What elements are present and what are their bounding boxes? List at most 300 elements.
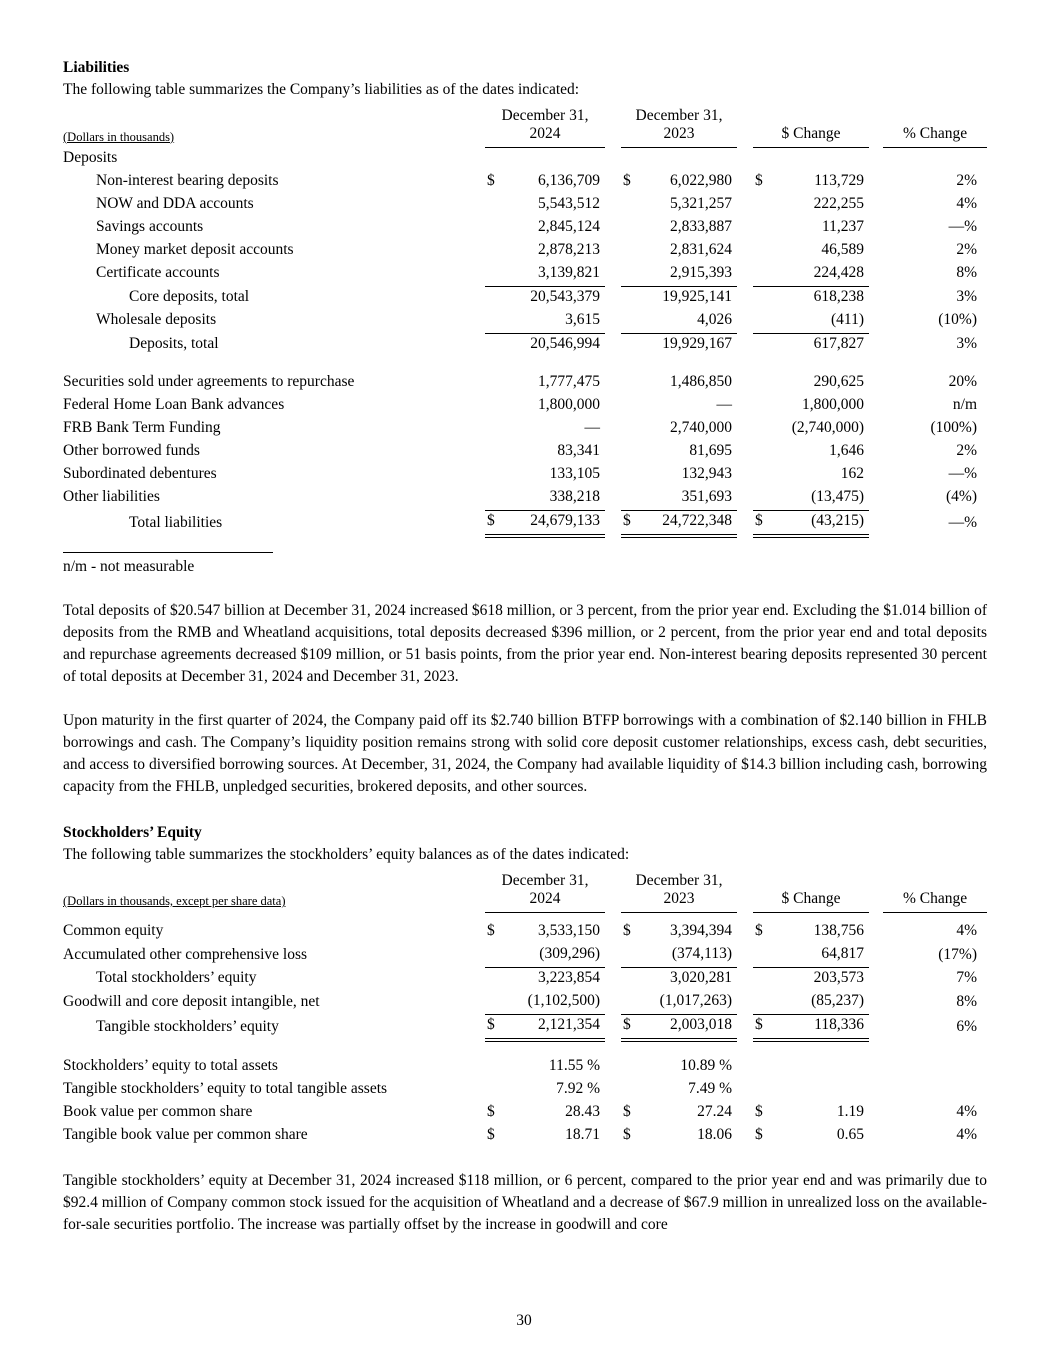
dollar-sign [621,395,641,418]
dollar-sign: $ [753,1015,773,1041]
dollar-sign [621,333,641,357]
pct-value [883,148,987,171]
pct-value: 3% [956,287,978,305]
equity-paragraph: Tangible stockholders’ equity at December 31, 2024 increased $118 million, or 6 percent, compared to the prior year end and was primarily due to $92.4 million of Company common stock issued for the acquisition of Wheatland and a decrease of $67.9 million in unrealized loss on the available-for-sale securities portfolio. The increase was partially offset by the increase in goodwill and core [63,1172,987,1233]
dollar-sign: $ [487,922,495,939]
column-gap [605,107,621,148]
row-label: Tangible book value per common share [63,1126,308,1143]
table-row [63,333,987,357]
column-gap [869,441,883,464]
column-gap [737,1079,753,1102]
spacer-row [63,357,987,372]
cell-value: — [584,418,600,436]
col-header-2023: December 31, 2023 [621,107,737,148]
dollar-sign [485,395,505,418]
cell-value: 11.55 % [548,1057,600,1074]
column-gap [605,148,621,171]
pct-value: 2% [956,441,978,459]
cell-value: 20,543,379 [530,287,600,305]
row-label: Money market deposit accounts [96,240,294,258]
cell-value: 19,929,167 [662,334,732,352]
column-gap [605,1102,621,1125]
column-gap [869,487,883,511]
dollar-sign [621,310,641,334]
equity-intro: The following table summarizes the stockholders’ equity balances as of the dates indicated: [63,845,630,863]
dollar-sign [753,487,773,511]
dollar-sign [753,991,773,1015]
column-gap [737,217,753,240]
page-number: 30 [516,1312,532,1329]
cell-value: (1,017,263) [641,991,737,1015]
cell-value: 2,003,018 [641,1015,737,1041]
dollar-sign [485,464,505,487]
row-label: FRB Bank Term Funding [63,418,221,436]
dollar-sign [621,1056,641,1079]
row-label: Savings accounts [96,217,204,235]
dollar-sign [621,148,641,171]
row-label: Core deposits, total [129,287,250,305]
cell-value: 46,589 [821,240,865,258]
column-gap [737,1015,753,1041]
column-gap [605,310,621,334]
cell-value: 7.49 % [688,1080,732,1097]
cell-value: 28.43 [565,1103,600,1120]
row-label: Total liabilities [129,513,223,531]
column-gap [605,1079,621,1102]
dollar-sign [485,487,505,511]
dollar-sign [485,240,505,263]
cell-value: (43,215) [773,510,869,536]
pct-value: 2% [956,240,978,258]
table-row [63,240,987,263]
dollar-sign: $ [755,171,763,189]
dollar-sign [621,286,641,310]
table-row [63,487,987,511]
row-label: Deposits [63,148,118,166]
table-row [63,1079,987,1102]
dollar-sign [753,217,773,240]
spacer-cell [63,912,987,921]
column-gap [737,310,753,334]
table-row [63,991,987,1015]
cell-value: 1,800,000 [538,395,600,413]
row-label: Deposits, total [129,334,219,352]
dollar-sign [485,991,505,1015]
table-row [63,921,987,944]
row-label: Other liabilities [63,488,160,505]
col-header-2023: December 31, 2023 [621,872,737,913]
column-gap [605,1125,621,1148]
col-header-2024: December 31, 2024 [485,872,605,913]
pct-value: 8% [956,264,978,281]
dollar-sign: $ [487,1126,495,1143]
column-gap [869,171,883,194]
dollar-sign [621,991,641,1015]
pct-value: 8% [956,992,978,1010]
cell-value: 1,646 [829,441,865,459]
column-gap [869,1125,883,1148]
cell-value: 24,722,348 [641,510,737,536]
cell-value: 5,321,257 [670,194,732,212]
column-gap [605,464,621,487]
dollar-sign: $ [623,922,631,939]
dollar-sign [621,217,641,240]
table-row [63,510,987,536]
cell-value: 1.19 [836,1103,865,1120]
cell-value: 6,136,709 [538,171,600,189]
cell-value: 2,833,887 [670,217,732,235]
col-header-dollar-change: $ Change [753,872,869,913]
dollar-sign: $ [487,1103,495,1120]
cell-value: 1,777,475 [538,372,600,390]
column-gap [605,395,621,418]
column-gap [869,148,883,171]
column-gap [869,1079,883,1102]
column-gap [605,194,621,217]
cell-value: 0.65 [836,1126,865,1143]
cell-value: (374,113) [641,944,737,968]
dollar-sign [485,1056,505,1079]
cell-value: 132,943 [681,464,732,482]
row-label: Stockholders’ equity to total assets [63,1057,278,1074]
column-gap [869,217,883,240]
liabilities-section [63,57,987,798]
cell-value [505,148,605,171]
pct-value: 4% [956,194,978,212]
dollar-sign: $ [623,1103,631,1120]
pct-value: 7% [956,969,978,986]
column-gap [869,872,883,913]
column-gap [605,872,621,913]
column-gap [869,1056,883,1079]
dollar-sign: $ [621,1015,641,1041]
dollar-sign [753,418,773,441]
cell-value: (13,475) [773,487,869,511]
column-gap [869,510,883,536]
column-gap [605,372,621,395]
cell-value: 27.24 [697,1103,732,1120]
dollar-sign [485,148,505,171]
column-gap [737,395,753,418]
column-gap [737,1125,753,1148]
cell-value [641,148,737,171]
column-gap [869,372,883,395]
column-gap [869,991,883,1015]
spacer-row [63,1040,987,1056]
dollar-sign [485,310,505,334]
dollar-sign: $ [621,510,641,536]
column-gap [605,487,621,511]
dollar-sign [753,441,773,464]
row-label: Certificate accounts [96,264,220,281]
dollar-sign [753,148,773,171]
table-row [63,1015,987,1041]
pct-value: —% [948,513,978,531]
column-gap [869,194,883,217]
cell-value: 6,022,980 [670,171,732,189]
liabilities-intro: The following table summarizes the Company’s liabilities as of the dates indicated: [63,81,580,98]
dollar-sign [621,240,641,263]
unit-label: (Dollars in thousands, except per share data) [63,894,286,908]
column-gap [605,263,621,287]
dollar-sign [485,263,505,287]
column-gap [869,107,883,148]
cell-value: (309,296) [505,944,605,968]
column-gap [605,968,621,992]
deposits-paragraph: Total deposits of $20.547 billion at December 31, 2024 increased $618 million, or 3 percent, from the prior year end. Excluding the $1.014 billion of deposits from the RMB and Wheatland acquisitions, total deposits decreased $396 million, or 2 percent, from the prior year end and total deposits and repurchase agreements decreased $109 million, or 51 basis points, from the prior year end. Non-interest bearing deposits represented 30 percent of total deposits at December 31, 2024 and December 31, 2023. [63,601,987,685]
dollar-sign [485,194,505,217]
column-gap [605,1056,621,1079]
col-header-2024: December 31, 2024 [485,107,605,148]
cell-value: 290,625 [813,372,865,390]
column-gap [605,286,621,310]
unit-label: (Dollars in thousands) [63,129,175,144]
cell-value: 3,533,150 [538,922,600,939]
cell-value: 2,845,124 [538,217,600,235]
dollar-sign [621,441,641,464]
pct-value: —% [948,464,978,482]
cell-value: (1,102,500) [505,991,605,1015]
column-gap [605,1015,621,1041]
pct-value [883,1056,987,1079]
cell-value: 3,223,854 [538,969,600,986]
dollar-sign [621,263,641,287]
footnote-text: n/m - not measurable [63,557,195,575]
column-gap [737,1102,753,1125]
column-gap [869,418,883,441]
table-row [63,372,987,395]
col-header-pct-change: % Change [883,872,987,913]
pct-value: 6% [956,1018,978,1035]
pct-value: 4% [956,1126,978,1143]
column-gap [737,418,753,441]
pct-value: 20% [948,372,978,390]
cell-value: 3,615 [505,310,605,334]
column-gap [737,263,753,287]
col-header-pct-change: % Change [883,107,987,148]
cell-value: (2,740,000) [791,418,865,436]
table-row [63,944,987,968]
table-row [63,263,987,287]
dollar-sign [621,418,641,441]
pct-value: 3% [956,334,978,352]
cell-value: 222,255 [813,194,865,212]
row-label: Goodwill and core deposit intangible, net [63,992,320,1010]
cell-value: 2,831,624 [670,240,732,258]
dollar-sign [753,944,773,968]
column-gap [869,1015,883,1041]
column-gap [737,194,753,217]
column-gap [605,240,621,263]
row-label: Total stockholders’ equity [96,969,257,986]
column-gap [737,441,753,464]
table-row [63,1102,987,1125]
table-row [63,286,987,310]
cell-value: (85,237) [773,991,869,1015]
equity-section [63,822,987,1237]
column-gap [737,107,753,148]
cell-value: 138,756 [813,922,865,939]
dollar-sign [621,944,641,968]
cell-value: 203,573 [813,969,865,986]
cell-value: 83,341 [557,441,600,459]
row-label: NOW and DDA accounts [96,194,254,212]
dollar-sign [753,333,773,357]
column-gap [605,217,621,240]
cell-value: 618,238 [813,287,865,305]
dollar-sign [753,395,773,418]
cell-value: 2,878,213 [538,240,600,258]
cell-value: 118,336 [773,1015,869,1041]
liabilities-heading: Liabilities [63,59,130,76]
dollar-sign: $ [753,510,773,536]
dollar-sign: $ [485,1015,505,1041]
pct-value: 4% [956,922,978,939]
cell-value: 133,105 [549,464,600,482]
equity-heading: Stockholders’ Equity [63,823,202,841]
dollar-sign [753,968,773,992]
column-gap [737,944,753,968]
cell-value: 20,546,994 [530,334,600,352]
dollar-sign: $ [485,510,505,536]
column-gap [737,286,753,310]
dollar-sign [753,240,773,263]
cell-value: 2,915,393 [641,263,737,287]
dollar-sign [621,968,641,992]
dollar-sign [621,372,641,395]
dollar-sign [621,464,641,487]
cell-value: 5,543,512 [538,194,600,212]
spacer-row [63,912,987,921]
dollar-sign [485,333,505,357]
dollar-sign: $ [755,1103,763,1120]
dollar-sign: $ [623,1126,631,1143]
cell-value [773,148,869,171]
column-gap [605,418,621,441]
cell-value: (411) [773,310,869,334]
dollar-sign [485,217,505,240]
column-gap [737,1056,753,1079]
table-row [63,395,987,418]
dollar-sign [753,286,773,310]
row-label: Other borrowed funds [63,441,200,459]
dollar-sign [753,372,773,395]
column-gap [737,148,753,171]
cell-value: 81,695 [689,441,732,459]
column-gap [737,464,753,487]
column-gap [605,441,621,464]
row-label: Book value per common share [63,1103,253,1120]
column-gap [605,510,621,536]
column-gap [737,872,753,913]
dollar-sign [753,1079,773,1102]
dollar-sign [621,194,641,217]
table-row [63,1125,987,1148]
table-row [63,310,987,334]
dollar-sign [753,194,773,217]
pct-value: (17%) [938,945,978,963]
cell-value: 2,121,354 [505,1015,605,1041]
column-gap [605,944,621,968]
pct-value: 4% [956,1103,978,1120]
table-row [63,194,987,217]
column-gap [737,487,753,511]
row-label: Securities sold under agreements to repurchase [63,372,355,390]
table-row [63,418,987,441]
column-gap [737,921,753,944]
table-header-row [63,872,987,913]
spacer-cell [63,1040,987,1056]
table-row [63,148,987,171]
cell-value: 3,394,394 [670,922,732,939]
cell-value: 351,693 [641,487,737,511]
dollar-sign [485,944,505,968]
spacer-cell [63,357,987,372]
col-header-dollar-change: $ Change [753,107,869,148]
cell-value: 24,679,133 [505,510,605,536]
cell-value [773,1079,869,1102]
column-gap [605,171,621,194]
column-gap [869,240,883,263]
liabilities-table [63,107,987,538]
table-row [63,441,987,464]
row-label: Accumulated other comprehensive loss [63,945,308,963]
row-label: Tangible stockholders’ equity to total tangible assets [63,1080,388,1097]
dollar-sign [485,441,505,464]
table-row [63,217,987,240]
pct-value: —% [948,217,978,235]
cell-value: 113,729 [814,171,865,189]
dollar-sign [485,372,505,395]
dollar-sign [485,1079,505,1102]
pct-value: n/m [952,395,978,413]
dollar-sign [485,286,505,310]
row-label: Subordinated debentures [63,464,217,482]
pct-value: (4%) [946,488,978,505]
dollar-sign: $ [623,171,631,189]
dollar-sign [621,1079,641,1102]
equity-table [63,872,987,1149]
cell-value [773,1056,869,1079]
row-label: Federal Home Loan Bank advances [63,395,285,413]
cell-value: 10.89 % [680,1057,732,1074]
cell-value: 4,026 [641,310,737,334]
table-row [63,968,987,992]
column-gap [737,171,753,194]
cell-value: — [716,395,732,413]
cell-value: 18.06 [697,1126,732,1143]
cell-value: 1,800,000 [802,395,865,413]
pct-value: (100%) [930,418,978,436]
dollar-sign [485,418,505,441]
footnote-rule [63,552,273,553]
dollar-sign: $ [755,922,763,939]
dollar-sign [753,464,773,487]
column-gap [869,263,883,287]
column-gap [737,372,753,395]
column-gap [869,968,883,992]
column-gap [869,1102,883,1125]
table-row [63,464,987,487]
column-gap [605,333,621,357]
cell-value: 7.92 % [556,1080,600,1097]
pct-value: 2% [956,171,978,189]
cell-value: 338,218 [505,487,605,511]
cell-value: 3,139,821 [505,263,605,287]
cell-value: 162 [840,464,865,482]
liquidity-paragraph: Upon maturity in the first quarter of 2024, the Company paid off its $2.740 billion BTFP borrowings with a combination of $2.140 billion in FHLB borrowings and cash. The Company’s liquidity position remains strong with solid core deposit customer relationships, excess cash, debt securities, and access to diversified borrowing sources. At December, 31, 2024, the Company had available liquidity of $14.3 billion including cash, borrowing capacity from the FHLB, unpledged securities, brokered deposits, and other sources. [63,711,987,795]
row-label: Common equity [63,922,164,939]
